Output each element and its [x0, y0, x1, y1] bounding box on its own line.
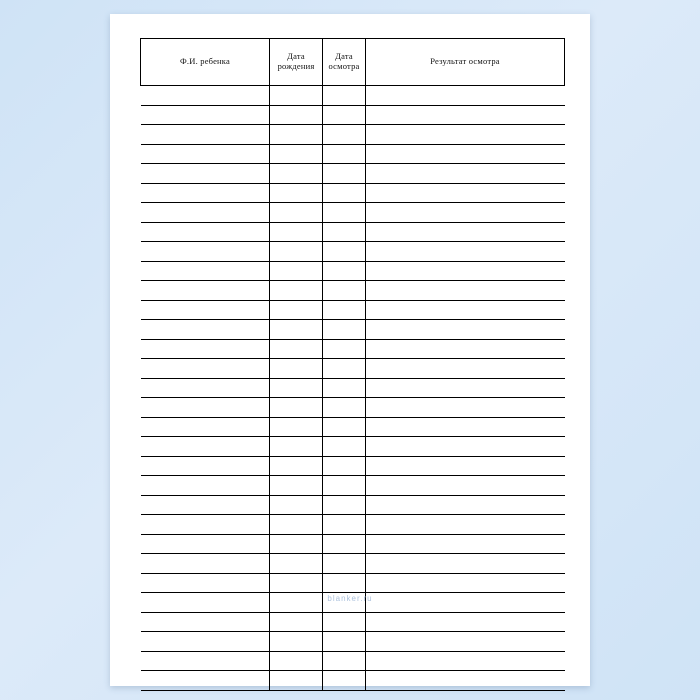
table-cell-date[interactable]	[323, 671, 366, 691]
table-cell-name[interactable]	[141, 125, 270, 145]
table-cell-result[interactable]	[366, 554, 565, 574]
table-cell-birth[interactable]	[270, 593, 323, 613]
table-cell-date[interactable]	[323, 105, 366, 125]
table-row	[141, 125, 565, 145]
table-cell-name[interactable]	[141, 651, 270, 671]
table-cell-name[interactable]	[141, 632, 270, 652]
table-cell-result[interactable]	[366, 300, 565, 320]
table-cell-date[interactable]	[323, 339, 366, 359]
table-cell-date[interactable]	[323, 456, 366, 476]
table-cell-name[interactable]	[141, 144, 270, 164]
table-row	[141, 437, 565, 457]
column-header-child-name	[141, 39, 270, 86]
table-cell-birth[interactable]	[270, 242, 323, 262]
table-cell-name[interactable]	[141, 222, 270, 242]
table-row	[141, 651, 565, 671]
table-cell-result[interactable]	[366, 261, 565, 281]
table-cell-result[interactable]	[366, 125, 565, 145]
table-cell-birth[interactable]	[270, 515, 323, 535]
table-cell-birth[interactable]	[270, 495, 323, 515]
table-cell-birth[interactable]	[270, 456, 323, 476]
inspection-log-table	[140, 38, 565, 691]
table-cell-date[interactable]	[323, 320, 366, 340]
table-row	[141, 612, 565, 632]
table-cell-birth[interactable]	[270, 554, 323, 574]
table-cell-birth[interactable]	[270, 105, 323, 125]
table-cell-result[interactable]	[366, 105, 565, 125]
table-cell-name[interactable]	[141, 437, 270, 457]
table-cell-birth[interactable]	[270, 339, 323, 359]
table-cell-name[interactable]	[141, 203, 270, 223]
table-cell-date[interactable]	[323, 593, 366, 613]
table-cell-date[interactable]	[323, 144, 366, 164]
table-cell-result[interactable]	[366, 203, 565, 223]
column-header-birth-date-line1: Дата	[287, 51, 305, 62]
table-cell-birth[interactable]	[270, 281, 323, 301]
table-cell-date[interactable]	[323, 242, 366, 262]
table-row	[141, 320, 565, 340]
table-row	[141, 378, 565, 398]
table-cell-name[interactable]	[141, 261, 270, 281]
table-row	[141, 456, 565, 476]
table-cell-date[interactable]	[323, 632, 366, 652]
table-cell-name[interactable]	[141, 105, 270, 125]
table-row	[141, 554, 565, 574]
table-row	[141, 164, 565, 184]
table-cell-name[interactable]	[141, 320, 270, 340]
table-cell-birth[interactable]	[270, 398, 323, 418]
table-cell-date[interactable]	[323, 164, 366, 184]
table-row	[141, 476, 565, 496]
table-cell-date[interactable]	[323, 651, 366, 671]
table-body	[141, 86, 565, 691]
column-header-child-name-label: Ф.И. ребенка	[180, 56, 230, 67]
table-row	[141, 671, 565, 691]
table-cell-name[interactable]	[141, 573, 270, 593]
table-cell-result[interactable]	[366, 359, 565, 379]
table-cell-result[interactable]	[366, 242, 565, 262]
column-header-exam-date-line1: Дата	[335, 51, 353, 62]
table-row	[141, 261, 565, 281]
table-cell-result[interactable]	[366, 281, 565, 301]
table-cell-name[interactable]	[141, 417, 270, 437]
table-cell-date[interactable]	[323, 554, 366, 574]
column-header-exam-result	[366, 39, 565, 86]
table-cell-result[interactable]	[366, 222, 565, 242]
table-cell-birth[interactable]	[270, 378, 323, 398]
table-cell-date[interactable]	[323, 417, 366, 437]
table-cell-birth[interactable]	[270, 573, 323, 593]
table-row	[141, 183, 565, 203]
table-cell-birth[interactable]	[270, 300, 323, 320]
column-header-birth-date-line2: рождения	[277, 61, 315, 71]
table-cell-date[interactable]	[323, 476, 366, 496]
table-cell-birth[interactable]	[270, 203, 323, 223]
document-page	[110, 14, 590, 686]
table-row	[141, 222, 565, 242]
table-row	[141, 203, 565, 223]
watermark-label: blanker.ru	[327, 594, 373, 603]
table-cell-date[interactable]	[323, 125, 366, 145]
table-cell-result[interactable]	[366, 515, 565, 535]
table-row	[141, 515, 565, 535]
table-cell-birth[interactable]	[270, 632, 323, 652]
table-cell-name[interactable]	[141, 164, 270, 184]
table-cell-result[interactable]	[366, 86, 565, 106]
table-cell-name[interactable]	[141, 554, 270, 574]
table-cell-result[interactable]	[366, 144, 565, 164]
column-header-exam-result-label: Результат осмотра	[430, 56, 500, 67]
table-cell-name[interactable]	[141, 378, 270, 398]
table-cell-result[interactable]	[366, 378, 565, 398]
table-cell-result[interactable]	[366, 320, 565, 340]
table-cell-result[interactable]	[366, 671, 565, 691]
table-row	[141, 417, 565, 437]
column-header-exam-date	[323, 39, 366, 86]
table-cell-name[interactable]	[141, 495, 270, 515]
table-row	[141, 593, 565, 613]
table-cell-result[interactable]	[366, 398, 565, 418]
table-cell-birth[interactable]	[270, 612, 323, 632]
table-cell-date[interactable]	[323, 573, 366, 593]
table-row	[141, 86, 565, 106]
table-row	[141, 534, 565, 554]
table-cell-name[interactable]	[141, 359, 270, 379]
table-cell-date[interactable]	[323, 534, 366, 554]
table-cell-birth[interactable]	[270, 125, 323, 145]
table-row	[141, 300, 565, 320]
table-cell-birth[interactable]	[270, 183, 323, 203]
table-cell-result[interactable]	[366, 476, 565, 496]
table-cell-name[interactable]	[141, 339, 270, 359]
table-cell-date[interactable]	[323, 495, 366, 515]
table-cell-date[interactable]	[323, 183, 366, 203]
table-cell-date[interactable]	[323, 378, 366, 398]
table-cell-birth[interactable]	[270, 164, 323, 184]
table-cell-name[interactable]	[141, 183, 270, 203]
table-cell-result[interactable]	[366, 651, 565, 671]
table-cell-date[interactable]	[323, 203, 366, 223]
table-cell-result[interactable]	[366, 612, 565, 632]
table-row	[141, 339, 565, 359]
table-row	[141, 242, 565, 262]
table-cell-birth[interactable]	[270, 671, 323, 691]
table-cell-birth[interactable]	[270, 476, 323, 496]
table-cell-result[interactable]	[366, 593, 565, 613]
table-cell-result[interactable]	[366, 417, 565, 437]
table-row	[141, 398, 565, 418]
table-row	[141, 573, 565, 593]
table-cell-birth[interactable]	[270, 359, 323, 379]
table-cell-date[interactable]	[323, 515, 366, 535]
table-cell-result[interactable]	[366, 632, 565, 652]
table-cell-date[interactable]	[323, 261, 366, 281]
table-cell-result[interactable]	[366, 573, 565, 593]
table-cell-result[interactable]	[366, 495, 565, 515]
table-row	[141, 105, 565, 125]
table-cell-birth[interactable]	[270, 417, 323, 437]
table-cell-date[interactable]	[323, 398, 366, 418]
table-row	[141, 632, 565, 652]
table-cell-name[interactable]	[141, 671, 270, 691]
table-cell-name[interactable]	[141, 534, 270, 554]
table-cell-name[interactable]	[141, 593, 270, 613]
table-row	[141, 359, 565, 379]
table-cell-name[interactable]	[141, 398, 270, 418]
table-cell-date[interactable]	[323, 281, 366, 301]
table-cell-result[interactable]	[366, 339, 565, 359]
table-cell-name[interactable]	[141, 242, 270, 262]
table-cell-name[interactable]	[141, 612, 270, 632]
table-cell-name[interactable]	[141, 515, 270, 535]
column-header-birth-date	[270, 39, 323, 86]
table-cell-name[interactable]	[141, 476, 270, 496]
table-cell-date[interactable]	[323, 222, 366, 242]
table-row	[141, 495, 565, 515]
table-cell-birth[interactable]	[270, 320, 323, 340]
table-header-row	[141, 39, 565, 86]
table-cell-result[interactable]	[366, 164, 565, 184]
table-cell-birth[interactable]	[270, 534, 323, 554]
table-cell-name[interactable]	[141, 281, 270, 301]
table-cell-birth[interactable]	[270, 222, 323, 242]
form-sheet	[140, 38, 560, 662]
column-header-exam-date-line2: осмотра	[328, 61, 360, 71]
table-cell-result[interactable]	[366, 437, 565, 457]
table-cell-birth[interactable]	[270, 144, 323, 164]
table-header	[141, 39, 565, 86]
table-cell-birth[interactable]	[270, 437, 323, 457]
table-cell-name[interactable]	[141, 300, 270, 320]
table-cell-date[interactable]	[323, 359, 366, 379]
table-cell-date[interactable]	[323, 437, 366, 457]
table-cell-name[interactable]	[141, 456, 270, 476]
table-cell-birth[interactable]	[270, 86, 323, 106]
table-cell-date[interactable]	[323, 612, 366, 632]
table-row	[141, 281, 565, 301]
table-row	[141, 144, 565, 164]
table-cell-result[interactable]	[366, 456, 565, 476]
table-cell-date[interactable]	[323, 86, 366, 106]
table-cell-result[interactable]	[366, 534, 565, 554]
table-cell-birth[interactable]	[270, 261, 323, 281]
table-cell-result[interactable]	[366, 183, 565, 203]
table-cell-name[interactable]	[141, 86, 270, 106]
table-cell-birth[interactable]	[270, 651, 323, 671]
table-cell-date[interactable]	[323, 300, 366, 320]
